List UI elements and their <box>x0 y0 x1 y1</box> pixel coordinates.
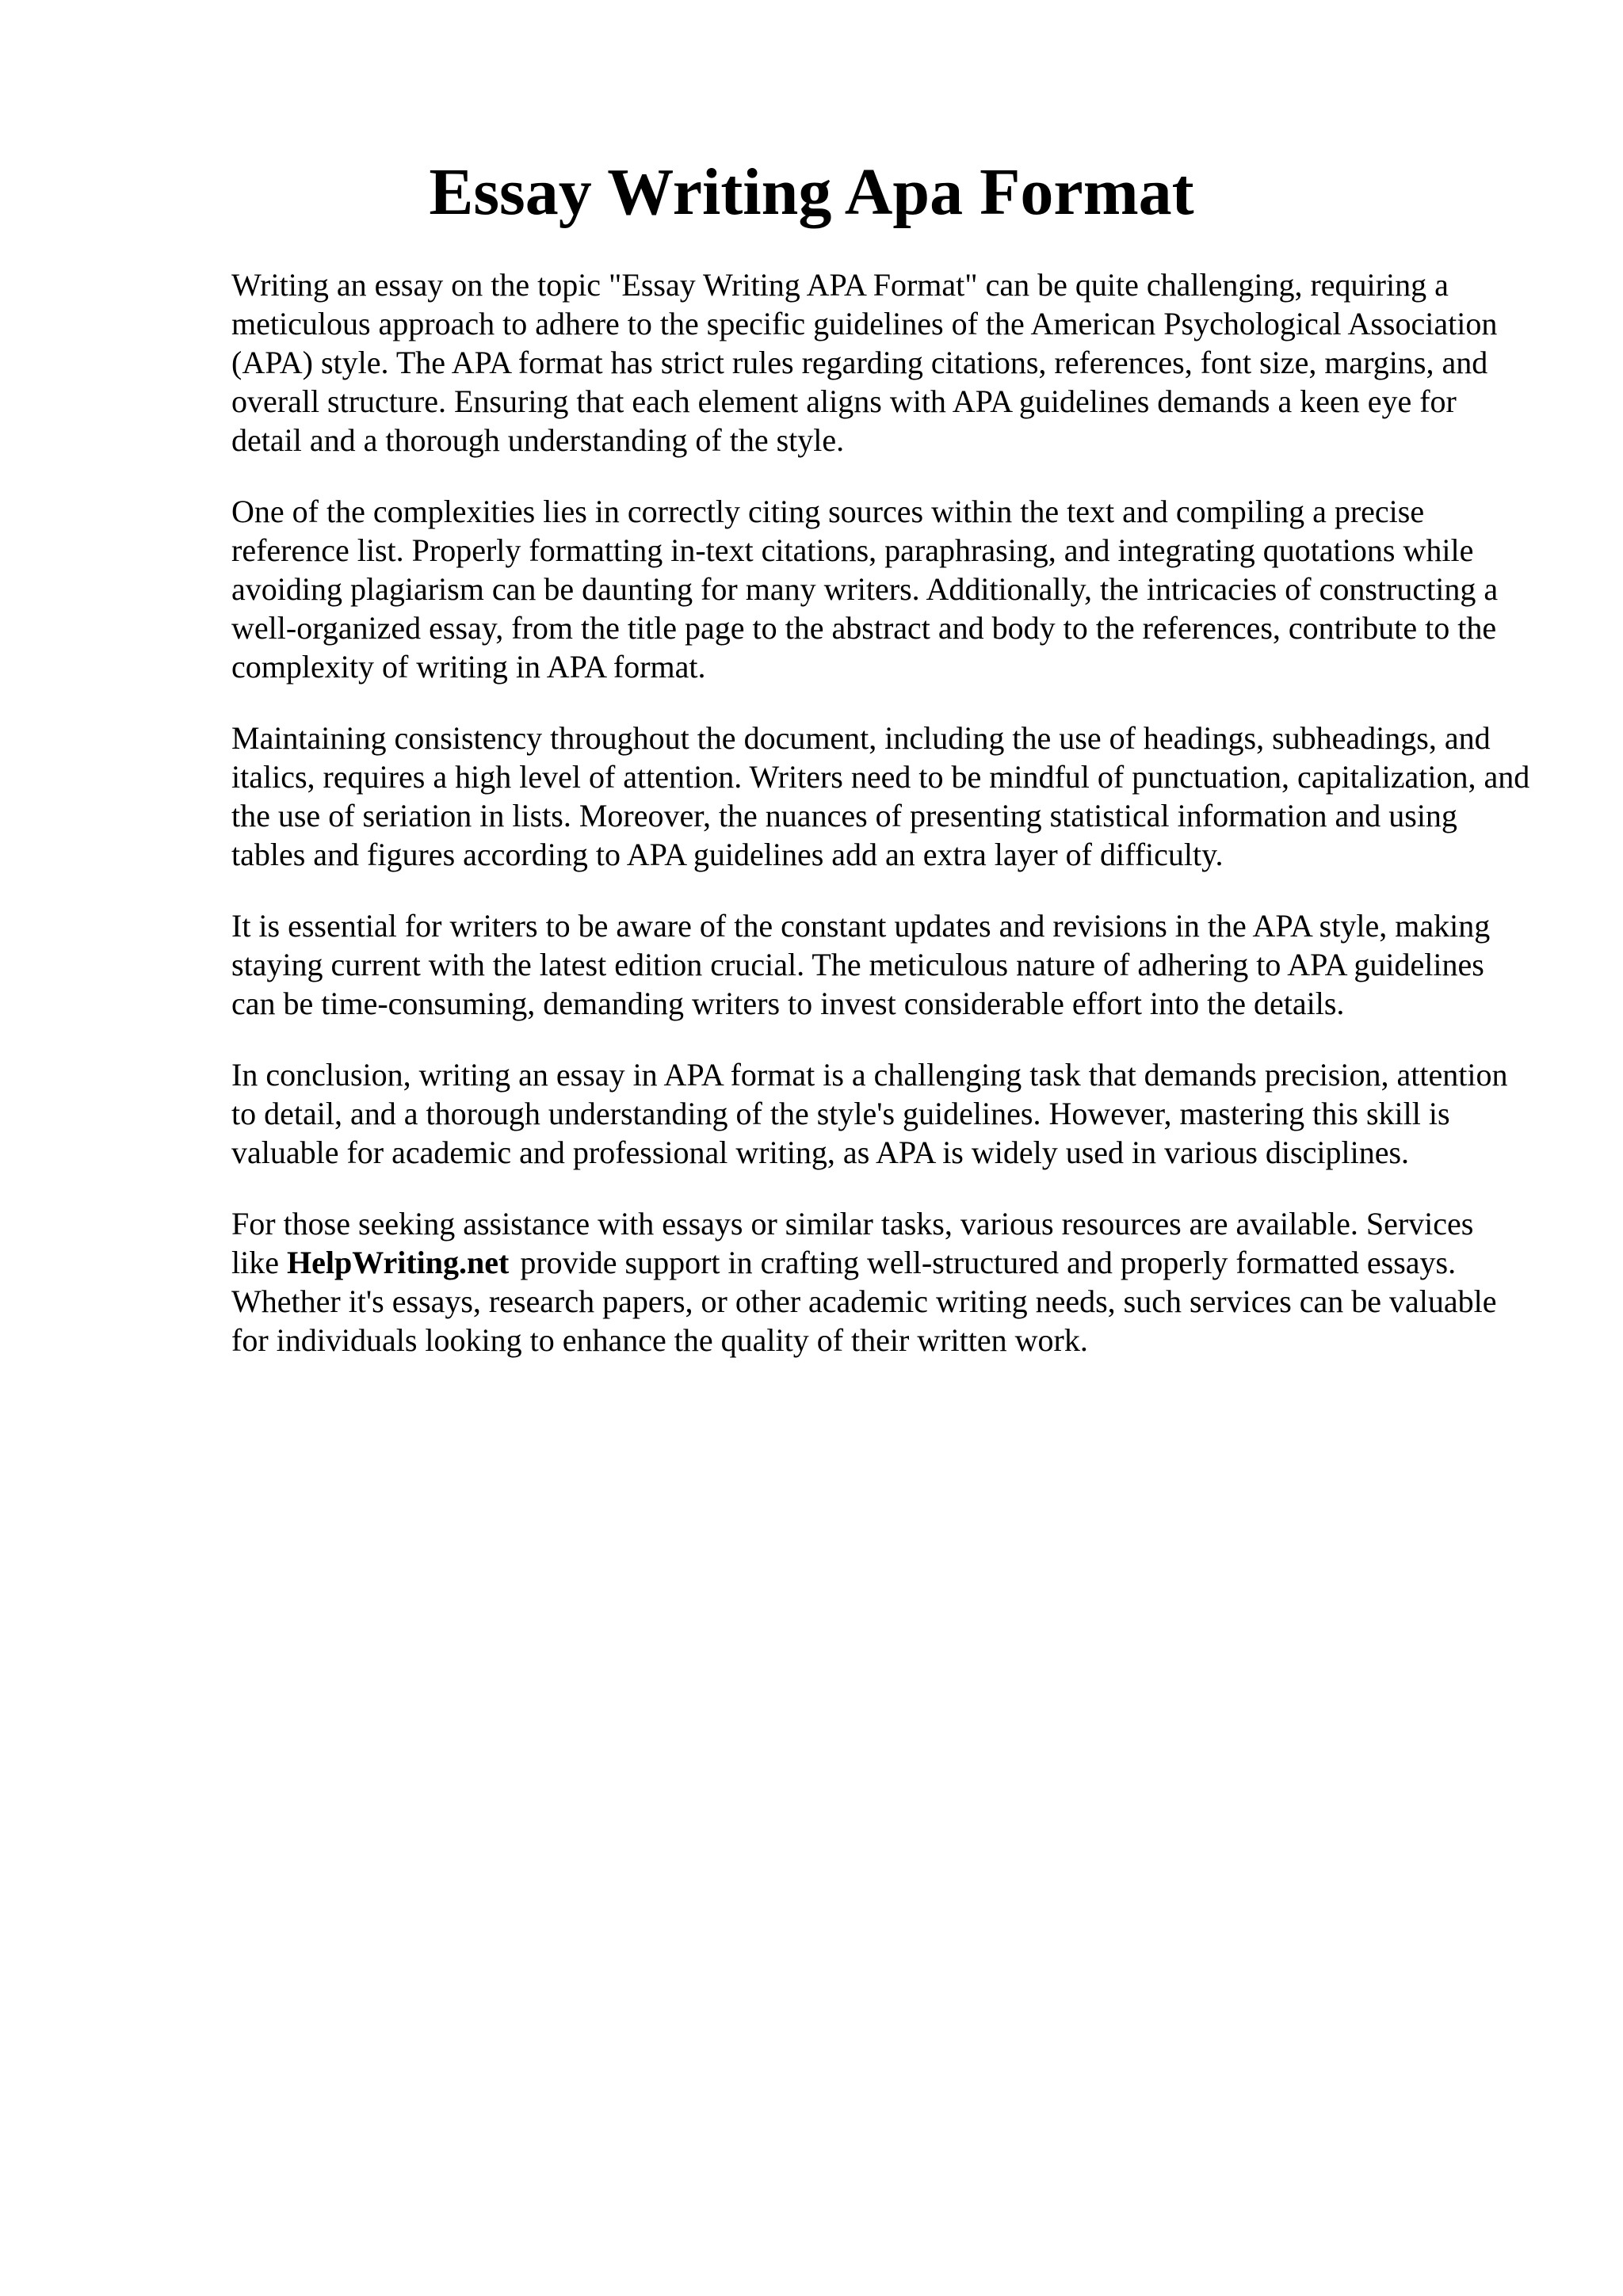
paragraph-intro: Writing an essay on the topic "Essay Writing APA Format" can be quite challenging, requiring a meticulous approach to adhere to the specific guidelines of the American Psychological Association (APA) style. The APA format has strict rules regarding citations, references, font size, margins, and overall structure. Ensuring that each element aligns with APA guidelines demands a keen eye for detail and a thorough understanding of the style. <box>231 267 1498 458</box>
paragraph-citing-sources: One of the complexities lies in correctly citing sources within the text and compiling a precise reference list. Properly formatting in-text citations, paraphrasing, and integrating quotations while avoiding plagiarism can be daunting for many writers. Additionally, the intricacies of constructing a well-organized essay, from the title page to the abstract and body to the references, contribute to the complexity of writing in APA format. <box>231 494 1499 685</box>
paragraph-conclusion: In conclusion, writing an essay in APA format is a challenging task that demands precision, attention to detail, and a thorough understanding of the style's guidelines. However, mastering this skill is valuable for academic and professional writing, as APA is widely used in various disciplines. <box>231 1057 1508 1170</box>
document-title: Essay Writing Apa Format <box>429 155 1194 229</box>
helpwriting-link[interactable]: HelpWriting.net <box>286 1245 510 1280</box>
services-text-after: provide support in crafting well-structured and properly formatted essays. Whether it's essays, research papers, or other academic writing needs, such services can be valuable for individuals looking to enhance the quality of their written work. <box>231 1245 1497 1358</box>
paragraph-consistency: Maintaining consistency throughout the document, including the use of headings, subheadings, and italics, requires a high level of attention. Writers need to be mindful of punctuation, capitalization, and the use of seriation in lists. Moreover, the nuances of presenting statistical information and using tables and figures according to APA guidelines add an extra layer of difficulty. <box>231 720 1530 872</box>
document-body <box>231 265 1531 1392</box>
paragraph-updates: It is essential for writers to be aware of the constant updates and revisions in the APA style, making staying current with the latest edition crucial. The meticulous nature of adhering to APA guidelines can be time-consuming, demanding writers to invest considerable effort into the details. <box>231 908 1491 1021</box>
services-text-before: For those seeking assistance with essays or similar tasks, various resources are available. Services like <box>231 1206 1474 1280</box>
paragraph-services <box>231 1204 1531 1360</box>
